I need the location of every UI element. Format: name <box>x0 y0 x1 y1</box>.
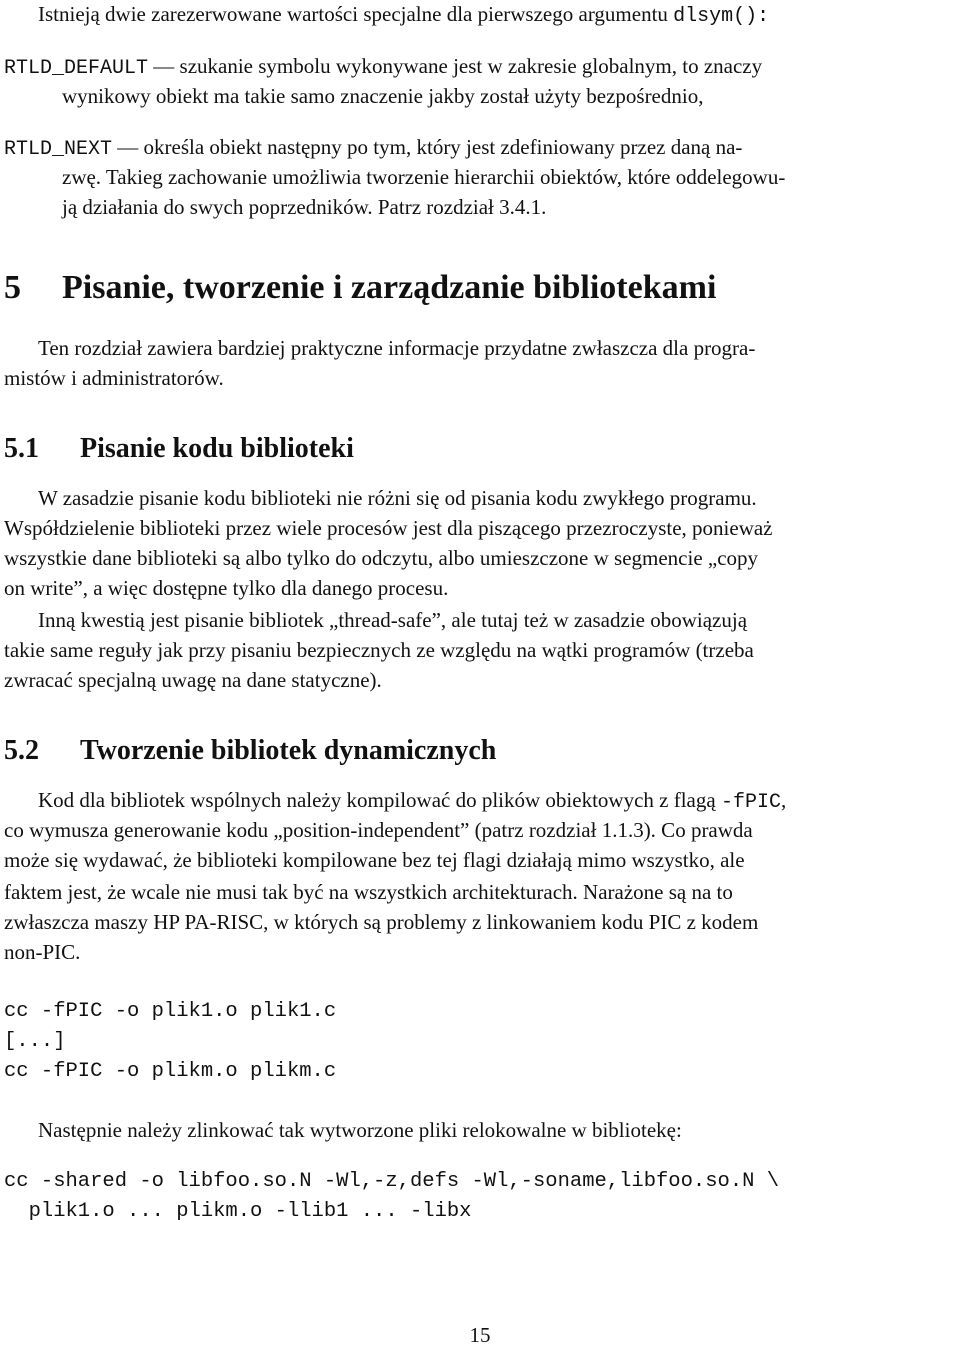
paragraph-line: Współdzielenie biblioteki przez wiele procesów jest dla piszącego przezroczyste, ponieważ <box>4 516 773 540</box>
paragraph-line: może się wydawać, że biblioteki kompilowane bez tej flagi działają mimo wszystko, ale <box>4 848 745 872</box>
definition-text-line: wynikowy obiekt ma takie samo znaczenie jakby został użyty bezpośrednio, <box>62 84 704 108</box>
code-line: cc -fPIC -o plikm.o plikm.c <box>4 1060 337 1083</box>
section-title: Pisanie, tworzenie i zarządzanie bibliotekami <box>62 269 717 306</box>
definition-text: — szukanie symbolu wykonywane jest w zakresie globalnym, to znaczy <box>153 54 763 78</box>
definition-term: RTLD_DEFAULT <box>4 57 149 80</box>
paragraph-text: Kod dla bibliotek wspólnych należy kompilować do plików obiektowych z flagą <box>38 788 721 812</box>
paragraph-line: Inną kwestią jest pisanie bibliotek „thread-safe”, ale tutaj też w zasadzie obowiązują <box>38 608 748 632</box>
definition-term: RTLD_NEXT <box>4 138 113 161</box>
section-number: 5 <box>4 269 21 306</box>
intro-paragraph <box>0 0 960 31</box>
section-heading-5-2 <box>4 734 496 768</box>
definition-text: — określa obiekt następny po tym, który jest zdefiniowany przez daną na- <box>117 135 743 159</box>
intro-code: dlsym(): <box>673 5 770 28</box>
code-line: [...] <box>4 1030 66 1053</box>
paragraph-line: faktem jest, że wcale nie musi tak być na wszystkich architekturach. Narażone są na to <box>4 880 733 904</box>
paragraph-line: zwłaszcza maszy HP PA-RISC, w których są problemy z linkowaniem kodu PIC z kodem <box>4 910 759 934</box>
paragraph-line <box>0 786 960 817</box>
paragraph-line: on write”, a więc dostępne tylko dla danego procesu. <box>4 576 449 600</box>
code-line: plik1.o ... plikm.o -llib1 ... -libx <box>4 1200 472 1223</box>
section5-intro-line: Ten rozdział zawiera bardziej praktyczne informacje przydatne zwłaszcza dla progra- <box>38 336 756 360</box>
section-title: Tworzenie bibliotek dynamicznych <box>80 735 497 766</box>
definition-rtld-default <box>4 52 960 83</box>
paragraph-line: non-PIC. <box>4 940 81 964</box>
code-line: cc -shared -o libfoo.so.N -Wl,-z,defs -Wl,-soname,libfoo.so.N \ <box>4 1170 780 1193</box>
paragraph-text: , <box>780 788 787 812</box>
code-line: cc -fPIC -o plik1.o plik1.c <box>4 1000 337 1023</box>
section-number: 5.1 <box>4 433 39 464</box>
definition-text-line: zwę. Takieg zachowanie umożliwia tworzenie hierarchii obiektów, które oddelegowu- <box>62 165 786 189</box>
intro-text: Istnieją dwie zarezerwowane wartości specjalne dla pierwszego argumentu <box>38 2 674 26</box>
paragraph-line: zwracać specjalną uwagę na dane statyczne). <box>4 668 382 692</box>
definition-rtld-next <box>4 133 960 164</box>
paragraph-line: wszystkie dane biblioteki są albo tylko do odczytu, albo umieszczone w segmencie „copy <box>4 546 759 570</box>
inline-code: -fPIC <box>720 791 781 814</box>
paragraph-line: Następnie należy zlinkować tak wytworzone pliki relokowalne w bibliotekę: <box>38 1118 682 1142</box>
section5-intro-line: mistów i administratorów. <box>4 366 224 390</box>
paragraph-line: co wymusza generowanie kodu „position-independent” (patrz rozdział 1.1.3). Co prawda <box>4 818 753 842</box>
section-heading-5-1 <box>4 432 354 466</box>
page-number: 15 <box>469 1323 491 1347</box>
section-number: 5.2 <box>4 735 39 766</box>
paragraph-line: W zasadzie pisanie kodu biblioteki nie różni się od pisania kodu zwykłego programu. <box>38 486 757 510</box>
definition-text-line: ją działania do swych poprzedników. Patrz rozdział 3.4.1. <box>62 195 547 219</box>
section-heading-5 <box>4 268 716 308</box>
paragraph-line: takie same reguły jak przy pisaniu bezpiecznych ze względu na wątki programów (trzeba <box>4 638 754 662</box>
section-title: Pisanie kodu biblioteki <box>80 433 354 464</box>
